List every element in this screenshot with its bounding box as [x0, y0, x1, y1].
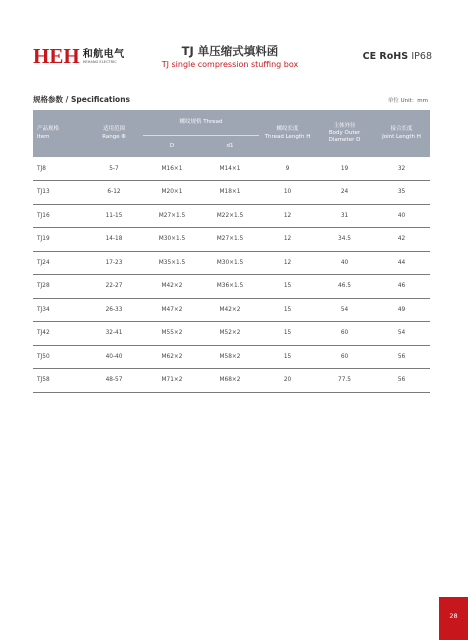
cell-item: TJ16	[33, 204, 85, 228]
cell-joint-length: 35	[373, 181, 430, 205]
cell-range: 17-23	[85, 251, 143, 275]
cell-range: 5-7	[85, 157, 143, 181]
cell-thread-d1: M36×1.5	[201, 275, 259, 299]
document-title	[150, 45, 310, 70]
cell-item: TJ28	[33, 275, 85, 299]
cell-body-outer-diameter: 54	[316, 298, 373, 322]
company-logo	[33, 46, 125, 67]
cell-body-outer-diameter: 46.5	[316, 275, 373, 299]
cell-thread-length: 12	[259, 228, 316, 252]
cell-thread-d: M42×2	[143, 275, 201, 299]
header-range-cn: 适用范围	[102, 126, 125, 133]
cell-body-outer-diameter: 77.5	[316, 369, 373, 393]
table-row	[33, 275, 430, 299]
cell-thread-d1: M27×1.5	[201, 228, 259, 252]
table-row	[33, 228, 430, 252]
header-joint-length	[373, 110, 430, 157]
table-row	[33, 322, 430, 346]
cell-joint-length: 40	[373, 204, 430, 228]
logo-text	[83, 49, 125, 64]
cell-body-outer-diameter: 24	[316, 181, 373, 205]
cell-body-outer-diameter: 40	[316, 251, 373, 275]
cell-range: 22-27	[85, 275, 143, 299]
cell-joint-length: 46	[373, 275, 430, 299]
cell-joint-length: 56	[373, 369, 430, 393]
table-header-row	[33, 110, 430, 135]
cell-thread-d: M27×1.5	[143, 204, 201, 228]
cell-thread-d1: M58×2	[201, 345, 259, 369]
header-outer-en2: Diameter D	[328, 137, 361, 144]
cell-thread-d1: M30×1.5	[201, 251, 259, 275]
header-body-outer-diameter	[316, 110, 373, 157]
cell-range: 11-15	[85, 204, 143, 228]
cell-thread-length: 12	[259, 251, 316, 275]
cell-thread-length: 9	[259, 157, 316, 181]
header-joint-en: Joint Length H	[382, 133, 421, 140]
table-row	[33, 251, 430, 275]
header-d1: d1	[201, 135, 259, 157]
header-joint-cn: 接合长度	[390, 126, 413, 133]
cell-item: TJ24	[33, 251, 85, 275]
cell-item: TJ8	[33, 157, 85, 181]
cell-range: 26-33	[85, 298, 143, 322]
cell-thread-d1: M22×1.5	[201, 204, 259, 228]
certification-marks	[363, 51, 432, 62]
cell-item: TJ13	[33, 181, 85, 205]
header-outer-cn: 主体外径	[333, 122, 356, 129]
ip-rating: IP68	[411, 51, 432, 62]
cell-body-outer-diameter: 19	[316, 157, 373, 181]
header-d: D	[143, 135, 201, 157]
header-item	[33, 110, 85, 157]
cell-range: 14-18	[85, 228, 143, 252]
header-thread-group: 螺纹规格 Thread	[143, 110, 259, 135]
cell-thread-length: 20	[259, 369, 316, 393]
header-item-en: Item	[37, 133, 50, 140]
cell-thread-d1: M68×2	[201, 369, 259, 393]
cell-thread-d: M20×1	[143, 181, 201, 205]
cell-joint-length: 54	[373, 322, 430, 346]
cell-joint-length: 32	[373, 157, 430, 181]
table-row	[33, 157, 430, 181]
specifications-heading: 规格参数 / Specifications	[33, 95, 131, 104]
cell-range: 40-40	[85, 345, 143, 369]
cell-thread-length: 15	[259, 275, 316, 299]
header-outer-en1: Body Outer	[328, 129, 361, 136]
cell-body-outer-diameter: 31	[316, 204, 373, 228]
cell-joint-length: 42	[373, 228, 430, 252]
cell-thread-length: 15	[259, 298, 316, 322]
cell-joint-length: 56	[373, 345, 430, 369]
cell-item: TJ19	[33, 228, 85, 252]
cell-thread-d: M16×1	[143, 157, 201, 181]
cell-thread-length: 12	[259, 204, 316, 228]
cell-joint-length: 44	[373, 251, 430, 275]
cell-body-outer-diameter: 60	[316, 345, 373, 369]
cell-joint-length: 49	[373, 298, 430, 322]
cell-range: 6-12	[85, 181, 143, 205]
cell-thread-d: M55×2	[143, 322, 201, 346]
unit-label: 单位 Unit：mm	[387, 98, 428, 104]
table-row	[33, 369, 430, 393]
page-number: 28	[439, 597, 468, 640]
cell-body-outer-diameter: 34.5	[316, 228, 373, 252]
cell-thread-length: 15	[259, 345, 316, 369]
title-cn: TJ 单压缩式填料函	[181, 44, 279, 58]
cell-item: TJ58	[33, 369, 85, 393]
cell-thread-d1: M52×2	[201, 322, 259, 346]
logo-cn: 和航电气	[82, 48, 125, 60]
cell-thread-d1: M42×2	[201, 298, 259, 322]
table-row	[33, 204, 430, 228]
cell-thread-d: M71×2	[143, 369, 201, 393]
cell-range: 32-41	[85, 322, 143, 346]
table-body	[33, 157, 430, 392]
header-thread-length	[259, 110, 316, 157]
cell-thread-length: 15	[259, 322, 316, 346]
ce-rohs-mark: CE RoHS	[362, 51, 409, 62]
header-thread-length-cn: 螺纹长度	[276, 126, 299, 133]
cell-thread-length: 10	[259, 181, 316, 205]
table-row	[33, 345, 430, 369]
cell-thread-d: M47×2	[143, 298, 201, 322]
cell-item: TJ50	[33, 345, 85, 369]
cell-item: TJ34	[33, 298, 85, 322]
cell-thread-d: M62×2	[143, 345, 201, 369]
cell-thread-d: M35×1.5	[143, 251, 201, 275]
header-thread-length-en: Thread Length H	[264, 133, 311, 140]
logo-mark: HEH	[33, 44, 80, 68]
cell-thread-d1: M18×1	[201, 181, 259, 205]
cell-body-outer-diameter: 60	[316, 322, 373, 346]
specifications-table	[33, 110, 430, 393]
title-en: TJ single compression stuffing box	[161, 59, 299, 69]
table-row	[33, 181, 430, 205]
cell-range: 48-57	[85, 369, 143, 393]
cell-thread-d: M30×1.5	[143, 228, 201, 252]
table-row	[33, 298, 430, 322]
header-range-en: Range Φ	[102, 133, 126, 140]
logo-en: HEHANG ELECTRIC	[82, 59, 117, 64]
cell-thread-d1: M14×1	[201, 157, 259, 181]
header-range	[85, 110, 143, 157]
cell-item: TJ42	[33, 322, 85, 346]
header-item-cn: 产品规格	[37, 126, 60, 133]
